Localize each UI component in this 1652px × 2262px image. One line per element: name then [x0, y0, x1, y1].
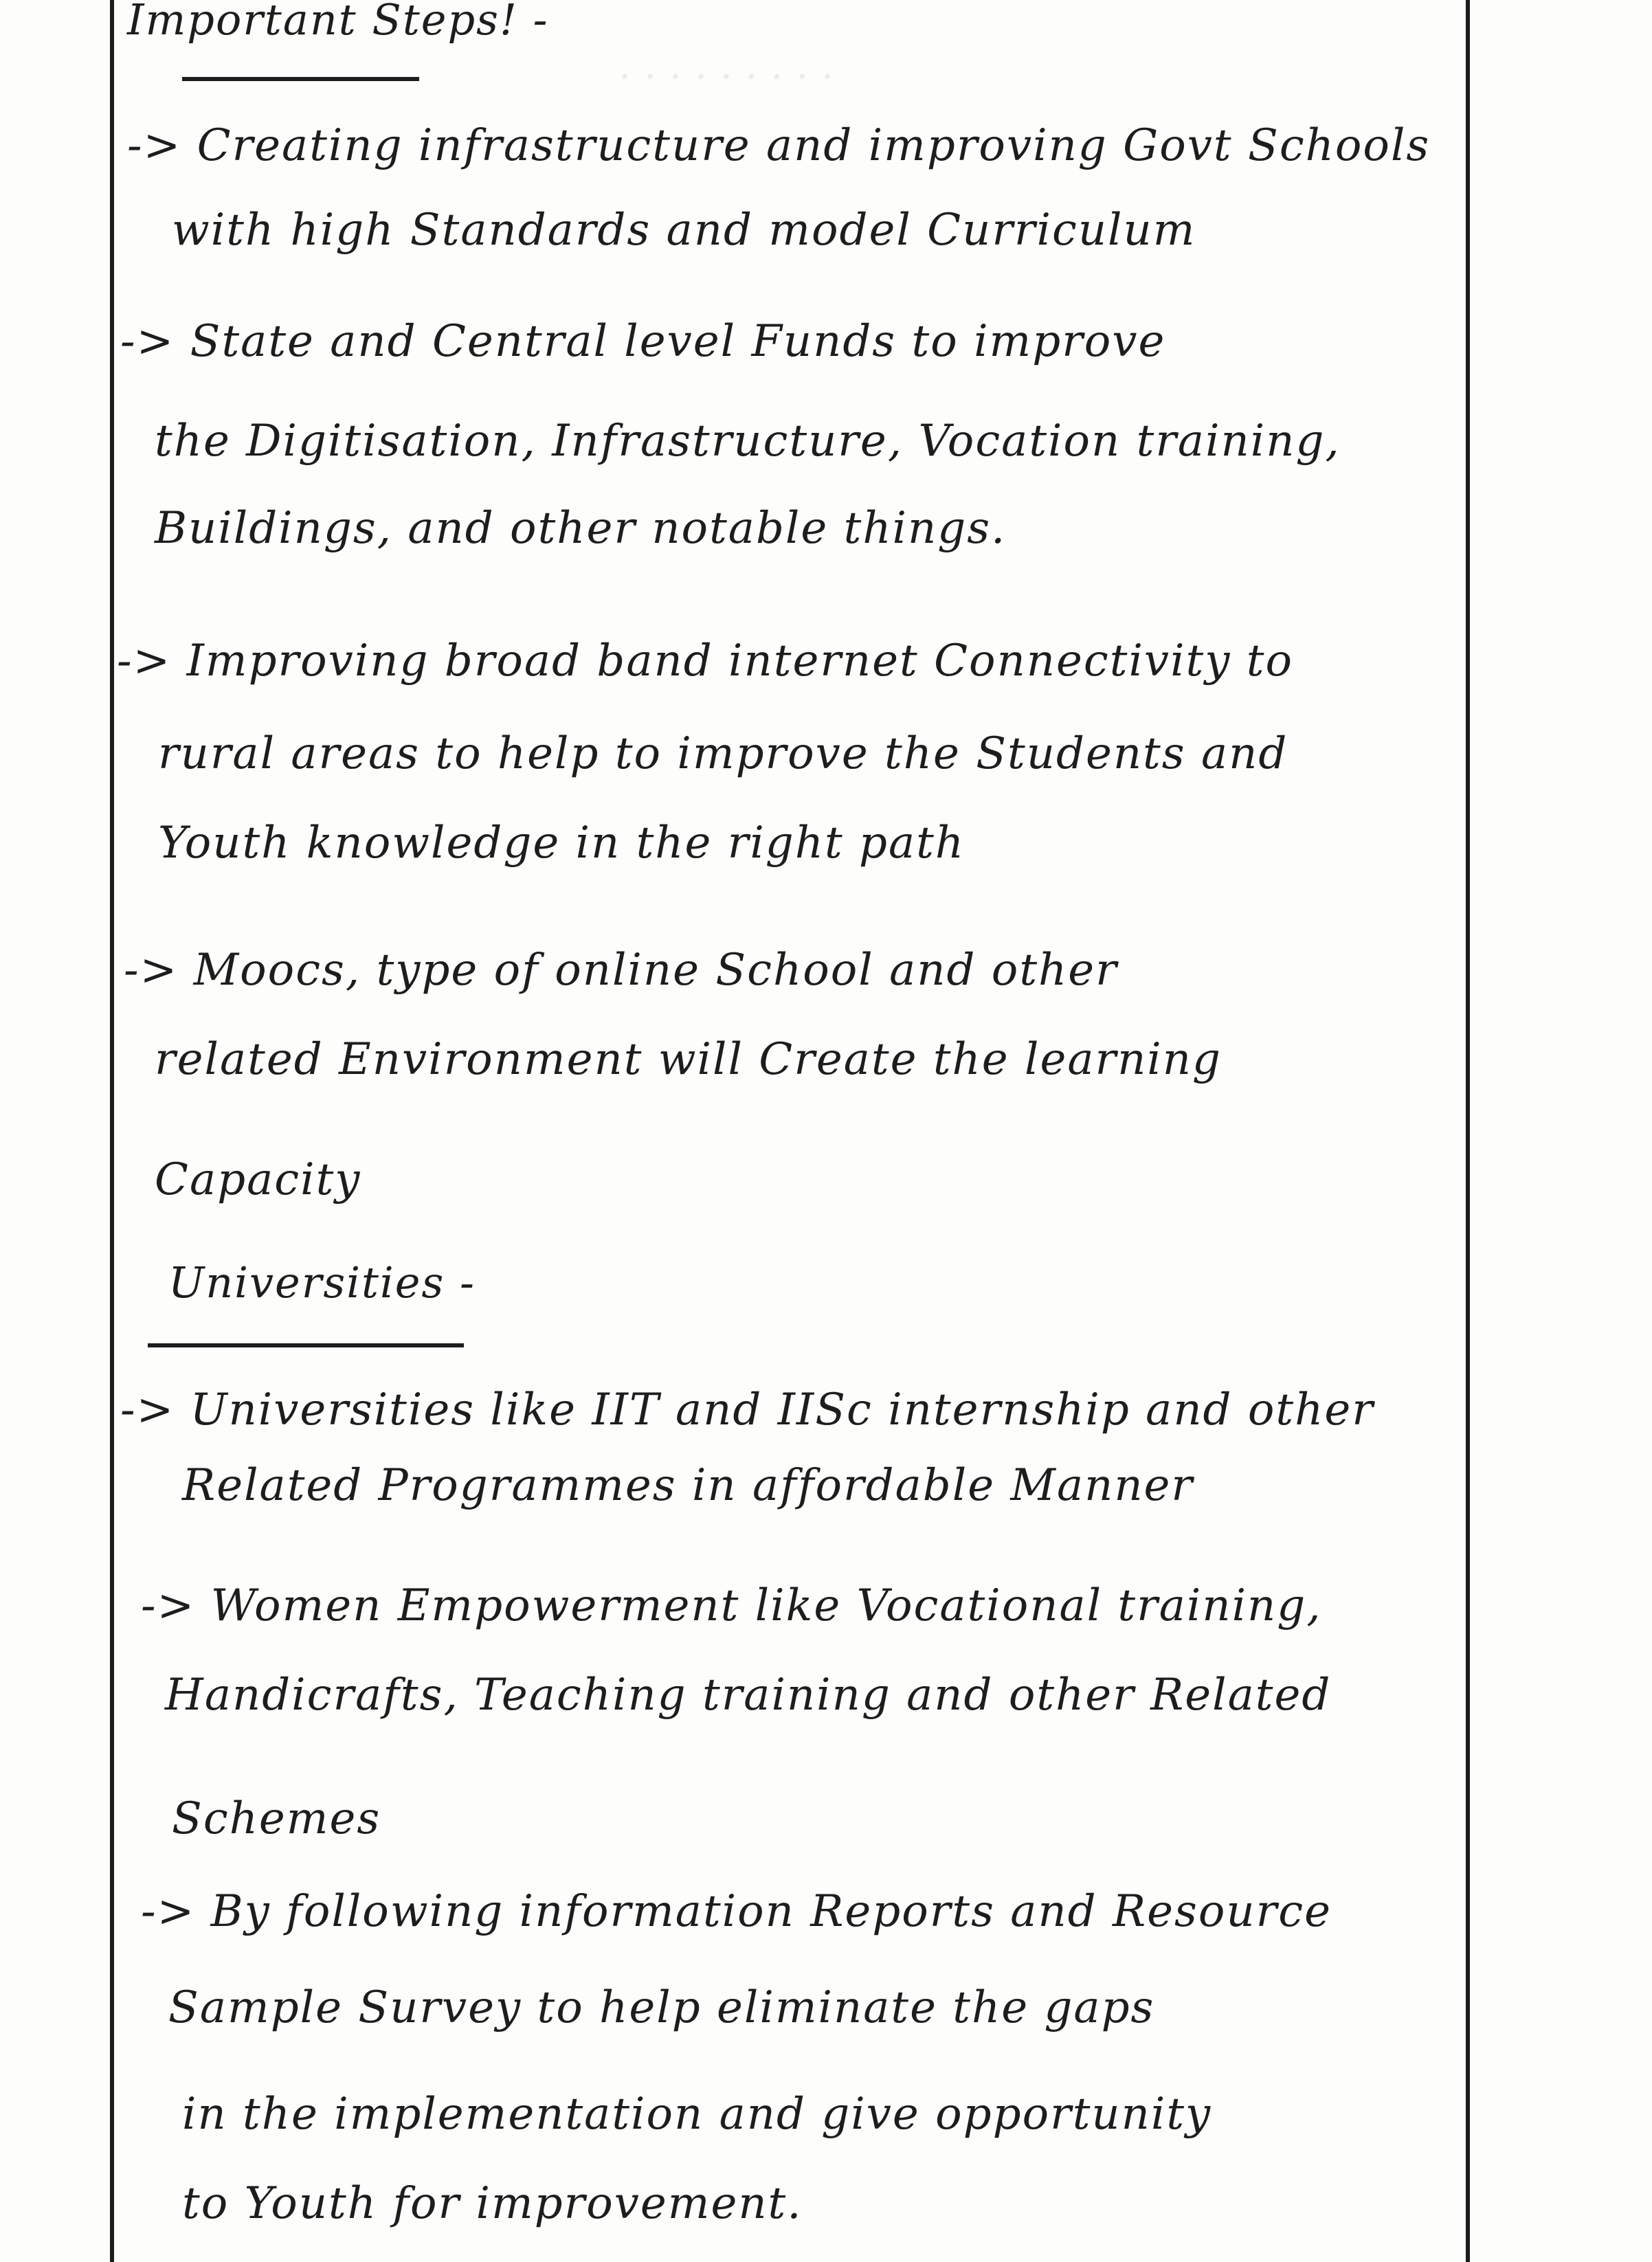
line-7: rural areas to help to improve the Students and [158, 728, 1288, 779]
line-10: related Environment will Create the learning [155, 1034, 1222, 1085]
line-8: Youth knowledge in the right path [158, 818, 965, 869]
line-9: -> Moocs, type of online School and other [124, 945, 1118, 996]
right-margin-line [1466, 0, 1470, 2262]
line-6: -> Improving broad band internet Connectivity to [117, 636, 1293, 686]
line-18: Sample Survey to help eliminate the gaps [168, 1982, 1155, 2033]
line-3: -> State and Central level Funds to improve [120, 316, 1166, 367]
line-14: -> Women Empowerment like Vocational training, [141, 1580, 1322, 1631]
line-13: Related Programmes in affordable Manner [182, 1460, 1194, 1511]
line-5: Buildings, and other notable things. [155, 503, 1007, 554]
line-16: Schemes [172, 1793, 381, 1844]
heading-important-steps: Important Steps! - [127, 0, 549, 45]
left-margin-line [110, 0, 114, 2262]
line-17: -> By following information Reports and Resource [141, 1886, 1332, 1937]
heading-underline [182, 77, 419, 81]
reverse-side-bleed: . . . . . . . . . [618, 41, 834, 88]
line-20: to Youth for improvement. [182, 2178, 803, 2229]
line-11: Capacity [155, 1154, 361, 1205]
heading-universities: Universities - [168, 1257, 476, 1308]
line-12: -> Universities like IIT and IISc internship and other [120, 1385, 1374, 1435]
line-2: with high Standards and model Curriculum [172, 205, 1196, 256]
line-19: in the implementation and give opportunity [182, 2089, 1212, 2140]
line-15: Handicrafts, Teaching training and other Related [165, 1670, 1332, 1721]
line-4: the Digitisation, Infrastructure, Vocation training, [155, 416, 1341, 467]
universities-underline [148, 1343, 464, 1347]
line-1: -> Creating infrastructure and improving Govt Schools [127, 120, 1431, 171]
